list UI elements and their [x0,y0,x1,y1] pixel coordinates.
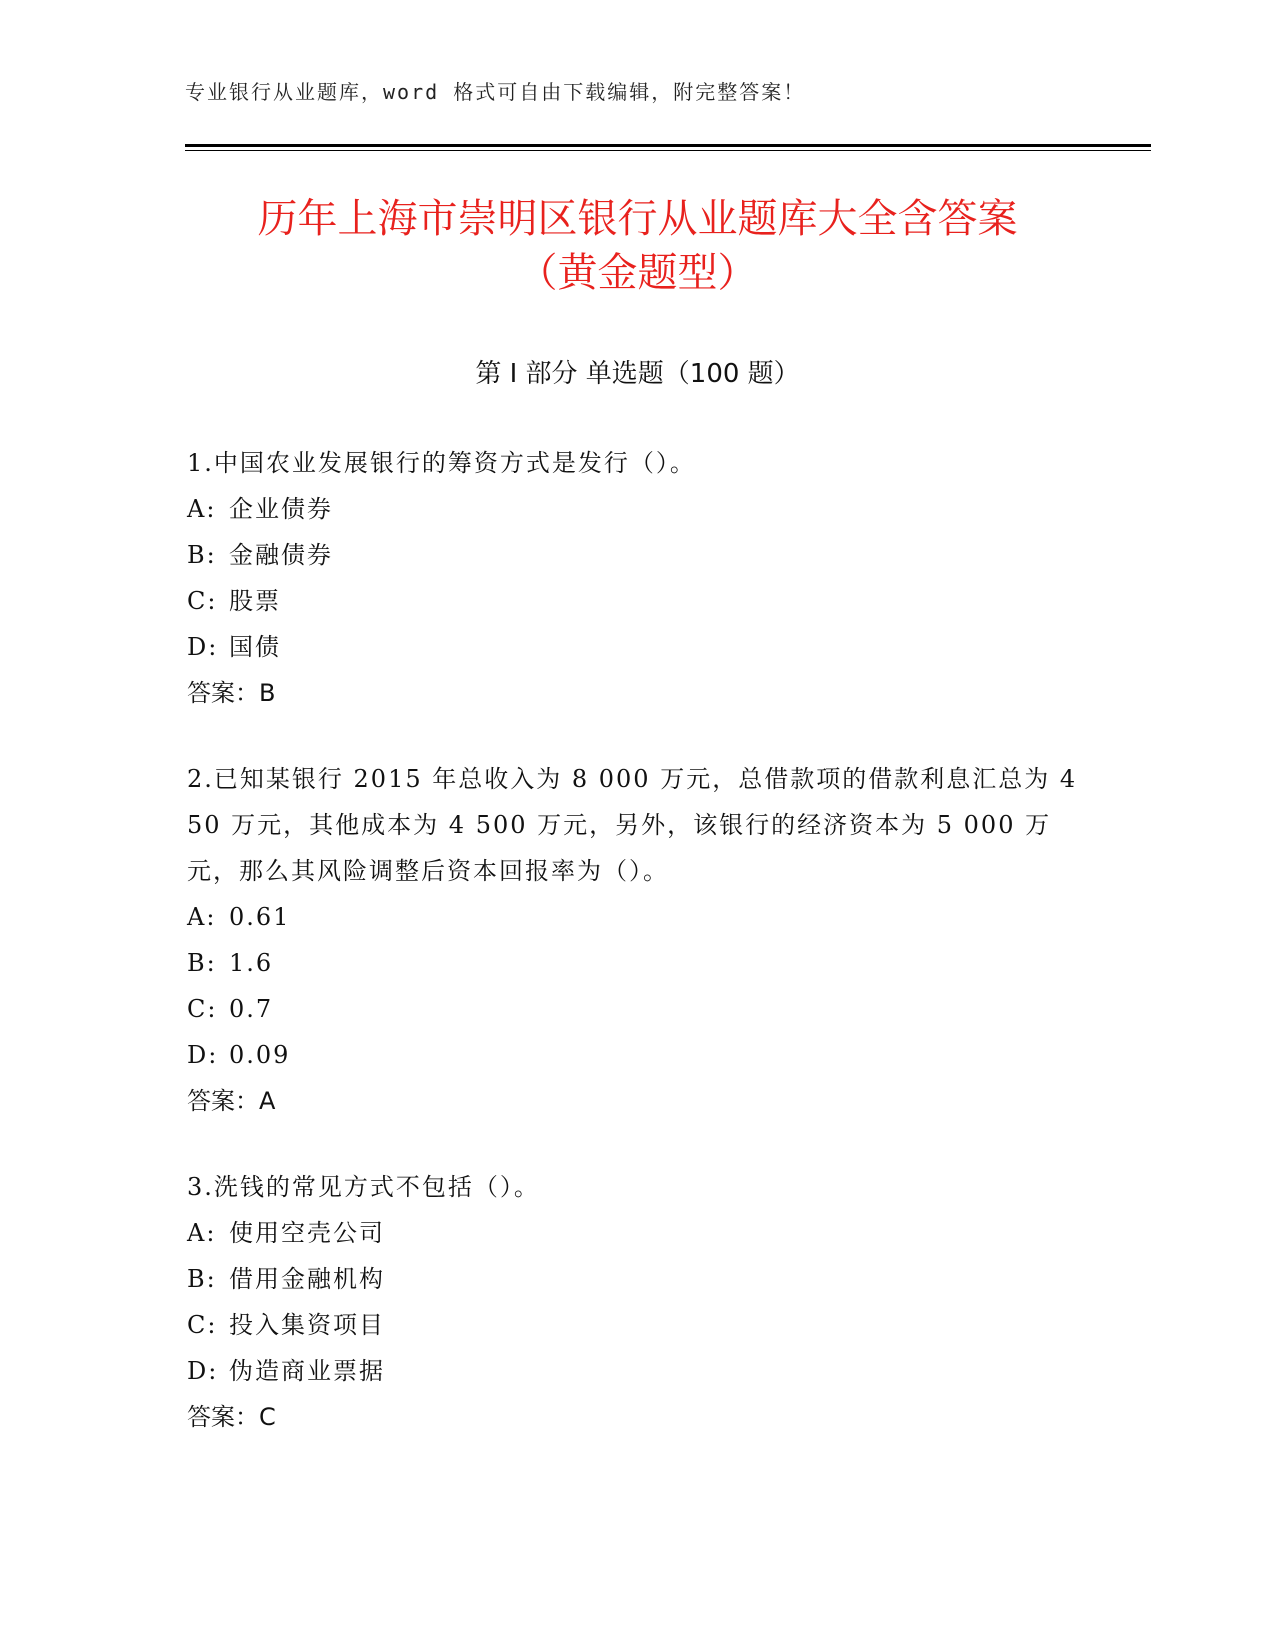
option-key: C: [187,1311,218,1339]
option-key: D: [187,633,219,661]
option-c [187,986,1087,1032]
option-key: B: [187,949,217,977]
question-stem: 2.已知某银行 2015 年总收入为 8 000 万元，总借款项的借款利息汇总为 450 万元，其他成本为 4 500 万元，另外，该银行的经济资本为 5 000 万元，那么其风险调整后资本回报率为（）。 [187,765,1078,885]
header-divider-thick [185,144,1151,147]
option-a [187,486,1087,532]
option-d [187,1032,1087,1078]
question-stem: 1.中国农业发展银行的筹资方式是发行（）。 [187,449,696,477]
option-key: C: [187,995,218,1023]
option-text: 0.61 [229,903,291,931]
header-note: 专业银行从业题库，word 格式可自由下载编辑，附完整答案！ [185,80,806,104]
option-text: 投入集资项目 [229,1311,385,1339]
option-d [187,624,1087,670]
option-key: B: [187,541,217,569]
answer-line: 答案：A [187,1087,276,1115]
option-c [187,1302,1087,1348]
option-c [187,578,1087,624]
option-key: A: [187,903,217,931]
option-text: 伪造商业票据 [229,1357,385,1385]
question-3 [187,1164,1087,1440]
answer-line: 答案：B [187,679,276,707]
answer-line: 答案：C [187,1403,276,1431]
option-text: 0.7 [229,995,274,1023]
question-2 [187,756,1087,1124]
option-b [187,1256,1087,1302]
option-b [187,940,1087,986]
question-1 [187,440,1087,716]
option-text: 0.09 [229,1041,291,1069]
option-a [187,894,1087,940]
option-text: 国债 [229,633,281,661]
option-text: 1.6 [229,949,274,977]
option-b [187,532,1087,578]
option-text: 使用空壳公司 [229,1219,385,1247]
option-a [187,1210,1087,1256]
document-title [160,192,1115,300]
option-key: C: [187,587,218,615]
option-key: D: [187,1041,219,1069]
option-text: 股票 [229,587,281,615]
option-key: A: [187,1219,217,1247]
option-text: 金融债券 [229,541,333,569]
section-heading: 第 I 部分 单选题（100 题） [475,359,800,389]
document-title-line-1: 历年上海市崇明区银行从业题库大全含答案 [257,196,1018,242]
option-key: D: [187,1357,219,1385]
question-stem: 3.洗钱的常见方式不包括（）。 [187,1173,540,1201]
option-key: A: [187,495,217,523]
option-key: B: [187,1265,217,1293]
option-text: 借用金融机构 [229,1265,385,1293]
option-text: 企业债券 [229,495,333,523]
question-list [187,440,1087,1480]
option-d [187,1348,1087,1394]
header-divider-thin [185,150,1151,151]
document-title-line-2: （黄金题型） [517,250,758,296]
